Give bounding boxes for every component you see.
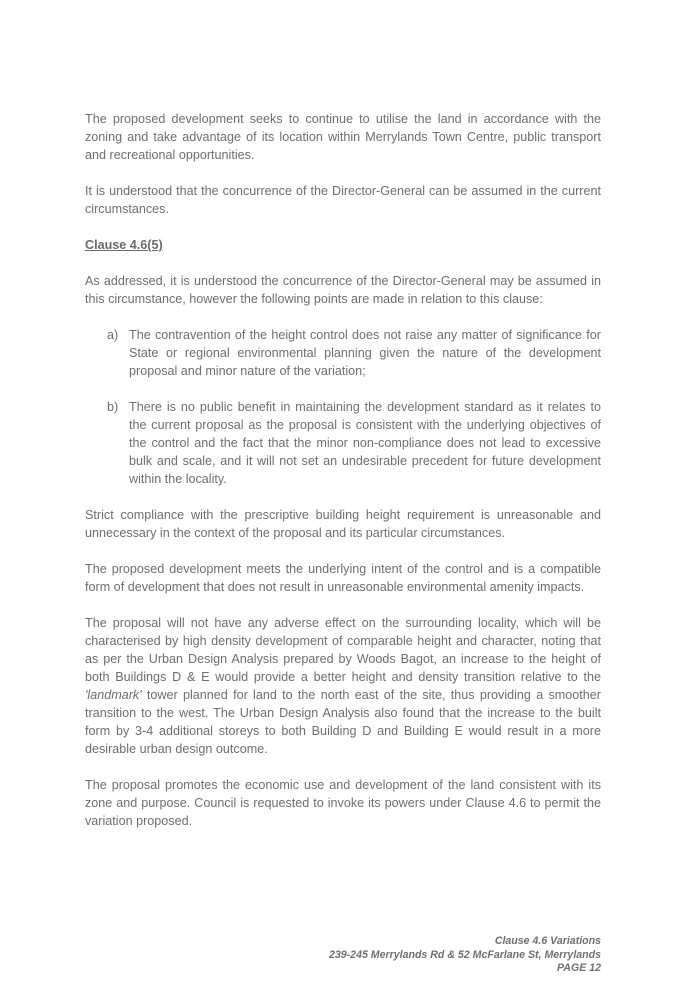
footer-page-number: PAGE 12 <box>557 962 601 974</box>
document-body <box>85 110 601 848</box>
section-heading-clause-4-6-5: Clause 4.6(5) <box>85 238 163 252</box>
list-item-text: There is no public benefit in maintaining the development standard as it relates to the current proposal as the proposal is consistent with the underlying objectives of the control and the fact that the minor non-compliance does not lead to excessive bulk and scale, and it will not set an undesirable precedent for future development within the locality. <box>129 400 601 486</box>
footer-document-title: Clause 4.6 Variations <box>494 935 601 947</box>
paragraph-locality <box>85 614 601 758</box>
paragraph-economic-use: The proposal promotes the economic use and development of the land consistent with its zone and purpose. Council is requested to invoke its powers under Clause 4.6 to permit the variation proposed. <box>85 778 601 828</box>
paragraph-addressed: As addressed, it is understood the concurrence of the Director-General may be assumed in this circumstance, however the following points are made in relation to this clause: <box>85 274 601 306</box>
paragraph-underlying-intent: The proposed development meets the underlying intent of the control and is a compatible form of development that does not result in unreasonable environmental amenity impacts. <box>85 562 601 594</box>
footer-site-address: 239-245 Merrylands Rd & 52 McFarlane St, Merrylands <box>328 948 601 961</box>
paragraph-concurrence: It is understood that the concurrence of the Director-General can be assumed in the current circumstances. <box>85 184 601 216</box>
locality-text-start: The proposal will not have any adverse effect on the surrounding locality, which will be characterised by high density development of comparable height and character, noting that as per the Urban Design Analysis prepared by Woods Bagot, an increase to the height of both Buildings D & E would provide a better height and density transition relative to the <box>85 616 601 684</box>
paragraph-zoning: The proposed development seeks to continue to utilise the land in accordance with the zoning and take advantage of its location within Merrylands Town Centre, public transport and recreational opportunities. <box>85 112 601 162</box>
landmark-emphasis: 'landmark' <box>85 688 142 702</box>
points-list <box>85 326 601 488</box>
locality-text-end: tower planned for land to the north east of the site, thus providing a smoother transition to the west. The Urban Design Analysis also found that the increase to the built form by 3-4 additional storeys to both Building D and Building E would result in a more desirable urban design outcome. <box>85 688 601 756</box>
list-marker: b) <box>107 400 119 414</box>
paragraph-strict-compliance: Strict compliance with the prescriptive building height requirement is unreasonable and unnecessary in the context of the proposal and its particular circumstances. <box>85 508 601 540</box>
list-marker: a) <box>107 328 119 342</box>
list-item-text: The contravention of the height control does not raise any matter of significance for State or regional environmental planning given the nature of the development proposal and minor nature of the variation; <box>129 328 601 378</box>
list-item <box>85 398 601 488</box>
page-footer <box>329 935 601 976</box>
list-item <box>85 326 601 380</box>
